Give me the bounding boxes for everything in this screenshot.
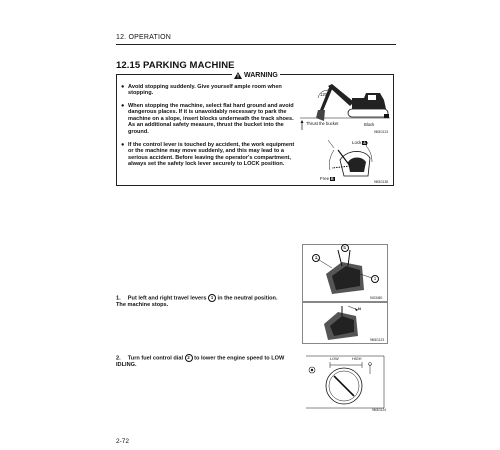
warning-bullet-text: Avoid stopping suddenly. Give yourself ample room when stopping. — [128, 84, 282, 97]
neutral-callout: N — [358, 306, 361, 311]
fuel-lever-figure — [302, 302, 388, 344]
figure-code: 9M3G123 — [374, 130, 388, 134]
angle-label: 120° — [320, 92, 329, 97]
free-marker: B — [331, 176, 334, 181]
warning-label-text: WARNING — [244, 72, 278, 79]
figure-code: 9M3G124 — [372, 408, 386, 412]
lock-callout — [352, 140, 367, 145]
excavator-parking-figure — [298, 78, 392, 136]
callout-1b: 1 — [371, 275, 379, 283]
block-label: Block — [364, 122, 375, 127]
warning-bullet-1 — [121, 84, 296, 97]
figure-code: 9M3G138 — [374, 180, 388, 184]
fuel-dial-figure — [300, 352, 390, 414]
high-label: HIGH — [352, 357, 362, 361]
step-text: to lower the engine speed to LOW IDLING. — [116, 355, 285, 369]
free-label: Free — [320, 176, 330, 181]
step-number: 1. — [116, 295, 121, 302]
step-text: in the neutral position. The machine stops. — [116, 295, 278, 309]
bullet-dot: ● — [121, 103, 125, 109]
step-text: Turn fuel control dial — [127, 355, 185, 362]
warning-bullet-text: When stopping the machine, select flat hard ground and avoid dangerous places. If it is unavoidably necessary to park the machine on a slope, insert blocks underneath the track shoes. As an additional safety measure, thrust the bucket into the ground. — [128, 103, 294, 135]
callout-2: 2 — [312, 254, 320, 262]
step-number: 2. — [116, 355, 121, 362]
figure-code: 9J03450 — [370, 296, 383, 300]
lock-marker: A — [363, 140, 366, 145]
ref-circle: 1 — [208, 294, 216, 302]
safety-lock-lever-figure — [298, 136, 392, 186]
warning-bullet-3 — [121, 142, 296, 168]
callout-1: 1 — [341, 244, 349, 252]
bullet-dot: ● — [121, 84, 125, 90]
section-header: 12. OPERATION — [116, 34, 171, 41]
lock-label: Lock — [352, 140, 362, 145]
thrust-bucket-label: Thrust the bucket — [306, 121, 339, 126]
warning-triangle-icon — [234, 72, 242, 79]
warning-bullet-2 — [121, 103, 296, 135]
figure-code: 9M3G123 — [370, 338, 384, 342]
header-rule — [116, 44, 396, 45]
step-2 — [116, 354, 286, 369]
step-text: Put left and right travel levers — [127, 295, 208, 302]
low-label: LOW — [330, 357, 339, 361]
page-number: 2-72 — [116, 438, 130, 445]
page-title: 12.15 PARKING MACHINE — [116, 60, 235, 71]
warning-bullet-text: If the control lever is touched by accident, the work equipment or the machine may move suddenly, and this may lead to a serious accident. Before leaving the operator's compartment, always set the safety lock lever securely to LOCK position. — [128, 142, 295, 168]
step-1 — [116, 294, 286, 309]
free-callout — [320, 176, 335, 181]
ref-circle: 2 — [185, 354, 193, 362]
travel-levers-figure — [302, 244, 388, 302]
bullet-dot: ● — [121, 142, 125, 148]
warning-label — [232, 72, 280, 79]
